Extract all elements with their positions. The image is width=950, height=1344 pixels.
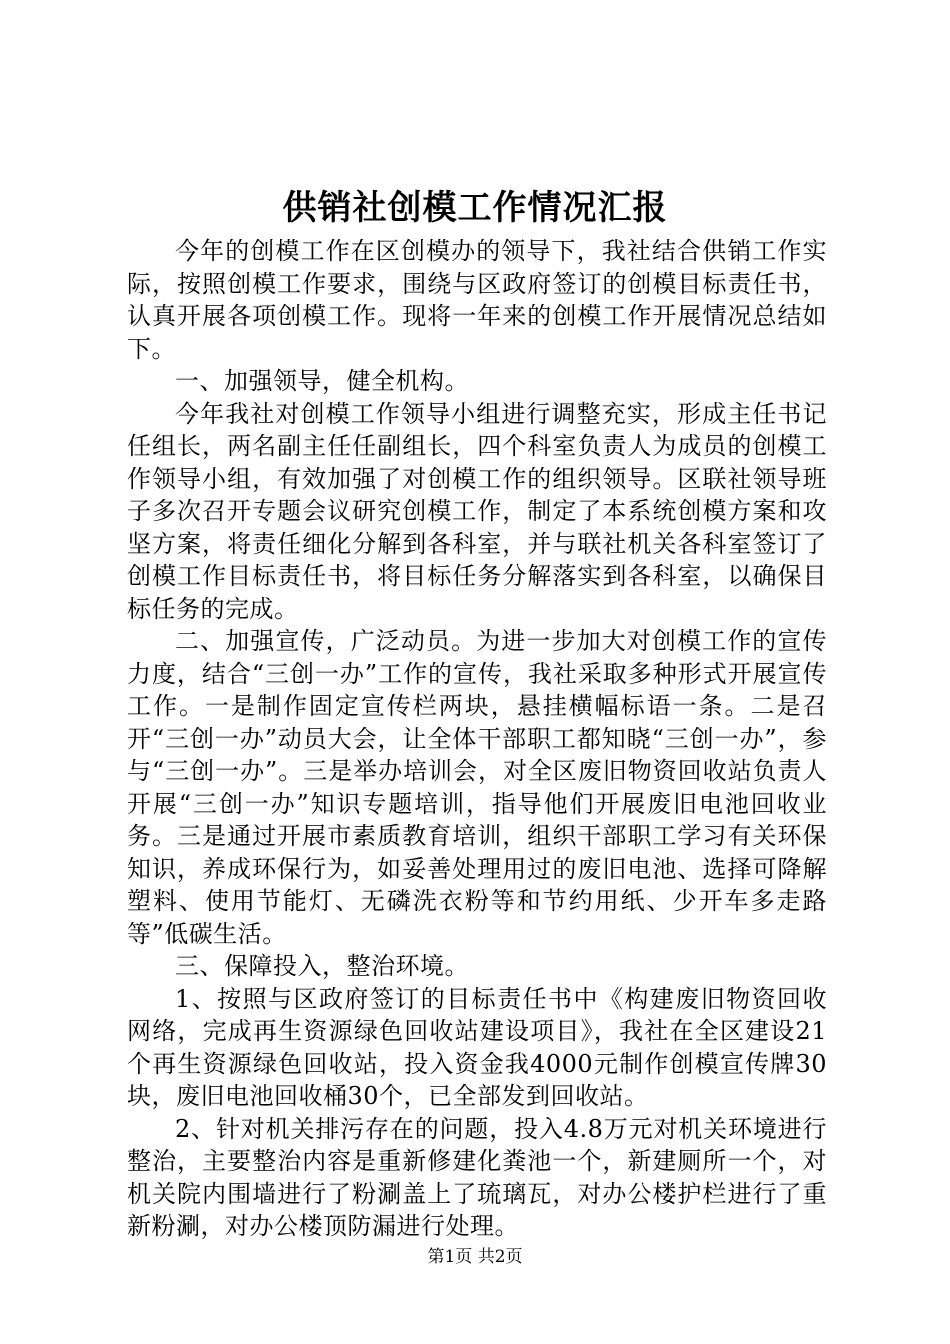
paragraph-item-2: 2、针对机关排污存在的问题，投入4.8万元对机关环境进行整治，主要整治内容是重新修建化粪池一个，新建厕所一个，对机关院内围墙进行了粉涮盖上了琉璃瓦，对办公楼护栏进行了重新粉涮，对办公楼顶防漏进行处理。 xyxy=(127,1114,827,1240)
section-heading-3: 三、保障投入，整治环境。 xyxy=(175,952,469,980)
paragraph-item-1: 1、按照与区政府签订的目标责任书中《构建废旧物资回收网络，完成再生资源绿色回收站建设项目》，我社在全区建设21个再生资源绿色回收站，投入资金我4000元制作创模宣传牌30块，废旧电池回收桶30个，已全部发到回收站。 xyxy=(127,984,827,1110)
paragraph-section-1: 今年我社对创模工作领导小组进行调整充实，形成主任书记任组长，两名副主任任副组长，四个科室负责人为成员的创模工作领导小组，有效加强了对创模工作的组织领导。区联社领导班子多次召开专题会议研究创模工作，制定了本系统创模方案和攻坚方案，将责任细化分解到各科室，并与联社机关各科室签订了创模工作目标责任书，将目标任务分解落实到各科室，以确保目标任务的完成。 xyxy=(127,399,827,623)
document-body xyxy=(127,235,827,1243)
page-number-footer: 第1页 共2页 xyxy=(427,1247,523,1267)
document-title: 供销社创模工作情况汇报 xyxy=(282,188,668,228)
paragraph-section-2: 二、加强宣传，广泛动员。为进一步加大对创模工作的宣传力度，结合“三创一办”工作的宣传，我社采取多种形式开展宣传工作。一是制作固定宣传栏两块，悬挂横幅标语一条。二是召开“三创一办”动员大会，让全体干部职工都知晓“三创一办”，参与“三创一办”。三是举办培训会，对全区废旧物资回收站负责人开展“三创一办”知识专题培训，指导他们开展废旧电池回收业务。三是通过开展市素质教育培训，组织干部职工学习有关环保知识，养成环保行为，如妥善处理用过的废旧电池、选择可降解塑料、使用节能灯、无磷洗衣粉等和节约用纸、少开车多走路等”低碳生活。 xyxy=(127,627,827,948)
paragraph-intro: 今年的创模工作在区创模办的领导下，我社结合供销工作实际，按照创模工作要求，围绕与区政府签订的创模目标责任书，认真开展各项创模工作。现将一年来的创模工作开展情况总结如下。 xyxy=(127,237,827,363)
section-heading-1: 一、加强领导，健全机构。 xyxy=(175,367,469,395)
